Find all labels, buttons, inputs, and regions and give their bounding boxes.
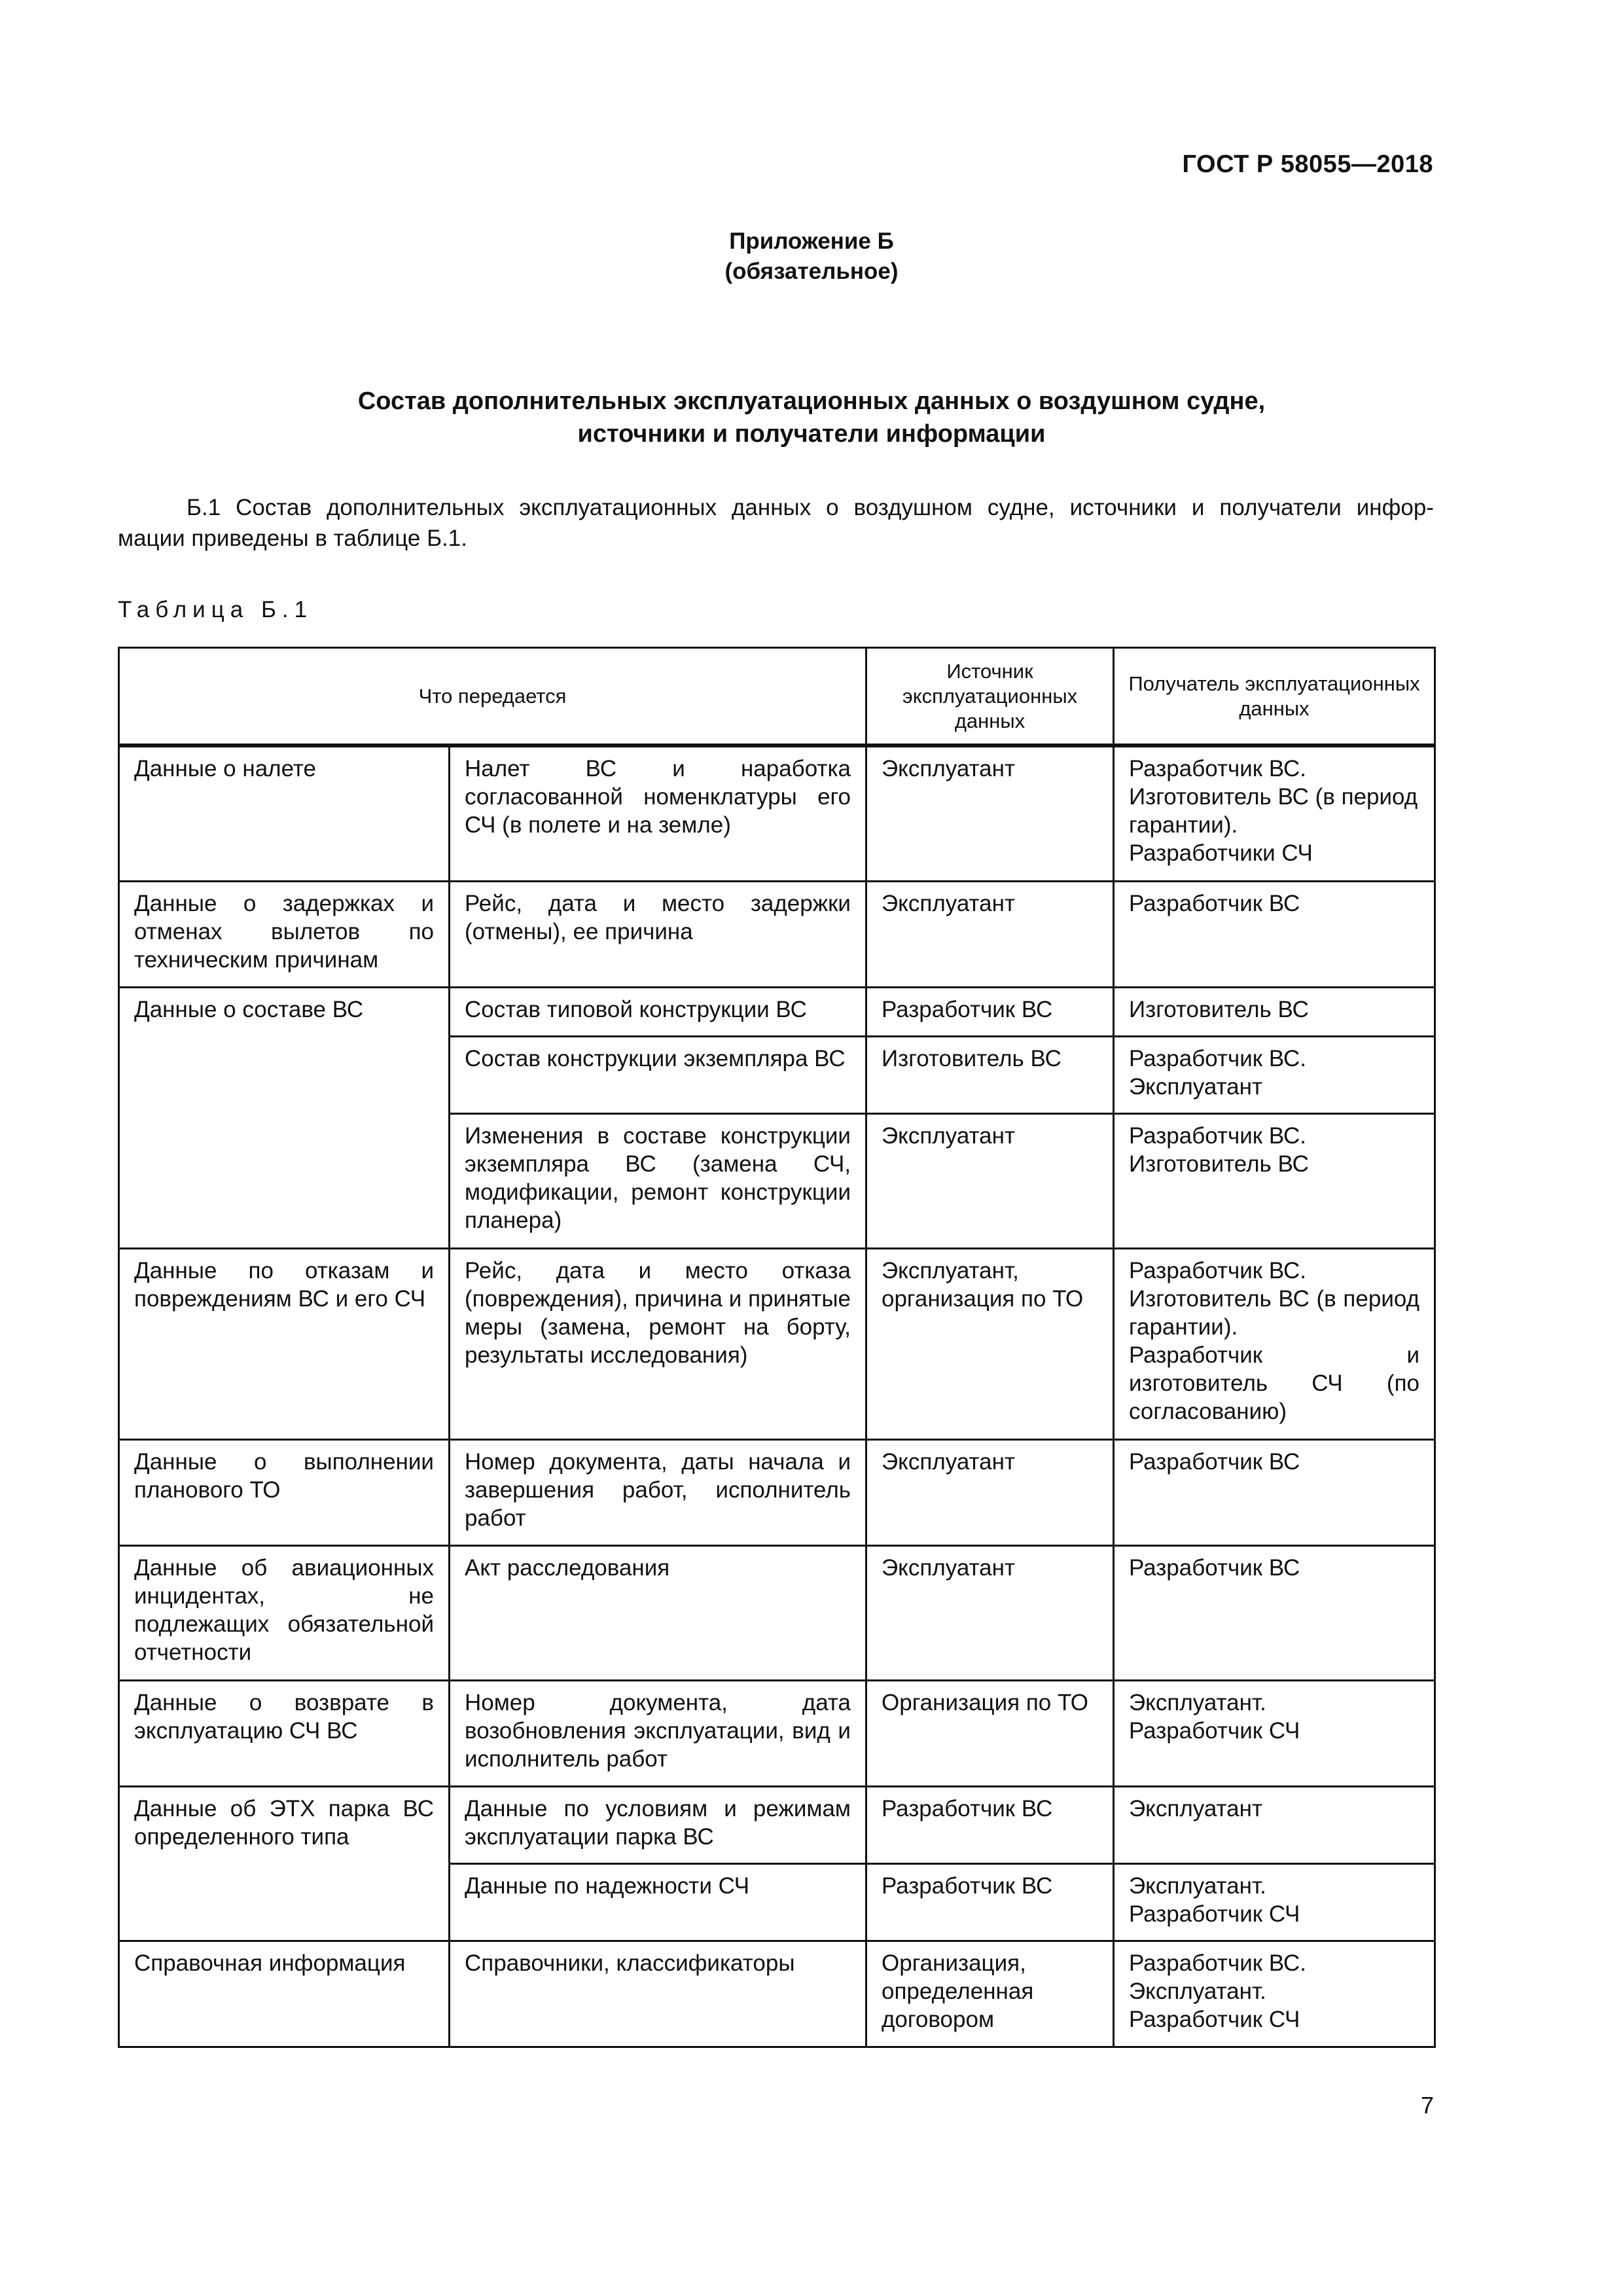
receiver-line: Изготовитель ВС [1129,997,1309,1022]
cell-source: Организация, определенная договором [866,1941,1114,2047]
table-row [119,988,1435,1037]
cell-receiver [1114,1440,1435,1546]
cell-source: Эксплуатант [866,1546,1114,1681]
cell-receiver [1114,747,1435,882]
cell-detail: Рейс, дата и место отказа (повреждения), причина и принятые меры (замена, ремонт на борту, результаты исследования) [450,1249,866,1440]
receiver-line: Эксплуатант [1129,1074,1263,1100]
header-source: Источник эксплуатационных данных [866,648,1114,745]
header-what: Что передается [119,648,866,745]
paragraph-line1: Б.1 Состав дополнительных эксплуатационных данных о воздушном судне, источники и получатели инфор- [187,495,1434,520]
cell-category: Данные об ЭТХ парка ВС определенного типа [119,1787,450,1941]
cell-source: Эксплуатант [866,747,1114,882]
cell-source: Эксплуатант [866,1440,1114,1546]
receiver-line: Изготовитель ВС (в период гарантии). [1129,784,1418,838]
receiver-line: Разработчик ВС. [1129,1258,1307,1283]
receiver-line: Разработчик ВС [1129,891,1300,916]
cell-receiver [1114,1037,1435,1114]
cell-detail: Состав конструкции экземпляра ВС [450,1037,866,1114]
cell-detail: Рейс, дата и место задержки (отмены), ее причина [450,882,866,988]
cell-receiver [1114,1941,1435,2047]
data-table [118,647,1436,2048]
receiver-line: Эксплуатант [1129,1796,1263,1821]
table-row [119,1440,1435,1546]
cell-detail: Данные по условиям и режимам эксплуатации парка ВС [450,1787,866,1864]
cell-source: Разработчик ВС [866,988,1114,1037]
table-row [119,1787,1435,1864]
document-code: ГОСТ Р 58055—2018 [1182,151,1433,178]
cell-source: Эксплуатант, организация по ТО [866,1249,1114,1440]
table-row [119,1941,1435,2047]
appendix-title: Приложение Б [729,228,894,254]
table-row [119,747,1435,882]
receiver-line: Эксплуатант. [1129,1873,1266,1899]
table-row [119,1681,1435,1787]
table-row [119,1546,1435,1681]
receiver-line: Изготовитель ВС (в период гарантии). [1129,1286,1419,1340]
cell-category: Данные о возврате в эксплуатацию СЧ ВС [119,1681,450,1787]
receiver-line: Разработчик СЧ [1129,1718,1300,1744]
cell-source: Разработчик ВС [866,1864,1114,1941]
receiver-line: Разработчик ВС. [1129,1950,1307,1976]
cell-receiver [1114,882,1435,988]
cell-detail: Справочники, классификаторы [450,1941,866,2047]
cell-receiver [1114,1114,1435,1249]
cell-detail: Акт расследования [450,1546,866,1681]
receiver-line: Разработчик и изготовитель СЧ (по согласованию) [1129,1342,1419,1424]
cell-category: Справочная информация [119,1941,450,2047]
cell-receiver [1114,1864,1435,1941]
table-caption: Таблица Б.1 [118,597,313,622]
cell-receiver [1114,988,1435,1037]
table-row [119,1249,1435,1440]
cell-source: Эксплуатант [866,882,1114,988]
cell-category: Данные о выполнении планового ТО [119,1440,450,1546]
cell-source: Эксплуатант [866,1114,1114,1249]
cell-detail: Номер документа, даты начала и завершения работ, исполнитель работ [450,1440,866,1546]
cell-detail: Изменения в составе конструкции экземпляра ВС (замена СЧ, модификации, ремонт конструкции планера) [450,1114,866,1249]
section-title-line1: Состав дополнительных эксплуатационных данных о воздушном судне, [357,387,1266,415]
page-number: 7 [1420,2092,1434,2119]
paragraph-line2: мации приведены в таблице Б.1. [118,526,467,551]
receiver-line: Разработчик СЧ [1129,1901,1300,1927]
cell-source: Разработчик ВС [866,1787,1114,1864]
receiver-line: Разработчик ВС [1129,1449,1300,1475]
cell-category: Данные о налете [119,747,450,882]
receiver-line: Разработчик ВС. [1129,1123,1307,1149]
cell-receiver [1114,1787,1435,1864]
cell-category: Данные по отказам и повреждениям ВС и его СЧ [119,1249,450,1440]
cell-category: Данные о составе ВС [119,988,450,1249]
receiver-line: Разработчик ВС. [1129,756,1307,781]
receiver-line: Разработчик ВС [1129,1555,1300,1581]
section-title-line2: источники и получатели информации [577,420,1046,448]
appendix-status: (обязательное) [724,259,899,284]
receiver-line: Разработчики СЧ [1129,840,1313,866]
cell-detail: Налет ВС и наработка согласованной номенклатуры его СЧ (в полете и на земле) [450,747,866,882]
header-receiver: Получатель эксплуатационных данных [1114,648,1435,745]
receiver-line: Эксплуатант. [1129,1690,1266,1715]
cell-receiver [1114,1546,1435,1681]
cell-receiver [1114,1249,1435,1440]
cell-source: Изготовитель ВС [866,1037,1114,1114]
cell-detail: Состав типовой конструкции ВС [450,988,866,1037]
cell-receiver [1114,1681,1435,1787]
cell-detail: Номер документа, дата возобновления эксплуатации, вид и исполнитель работ [450,1681,866,1787]
table-row [119,882,1435,988]
cell-category: Данные о задержках и отменах вылетов по техническим причинам [119,882,450,988]
cell-detail: Данные по надежности СЧ [450,1864,866,1941]
table-header-row [119,648,1435,745]
cell-source: Организация по ТО [866,1681,1114,1787]
receiver-line: Эксплуатант. [1129,1979,1266,2004]
cell-category: Данные об авиационных инцидентах, не подлежащих обязательной отчетности [119,1546,450,1681]
receiver-line: Изготовитель ВС [1129,1151,1309,1177]
receiver-line: Разработчик ВС. [1129,1046,1307,1071]
receiver-line: Разработчик СЧ [1129,2007,1300,2032]
